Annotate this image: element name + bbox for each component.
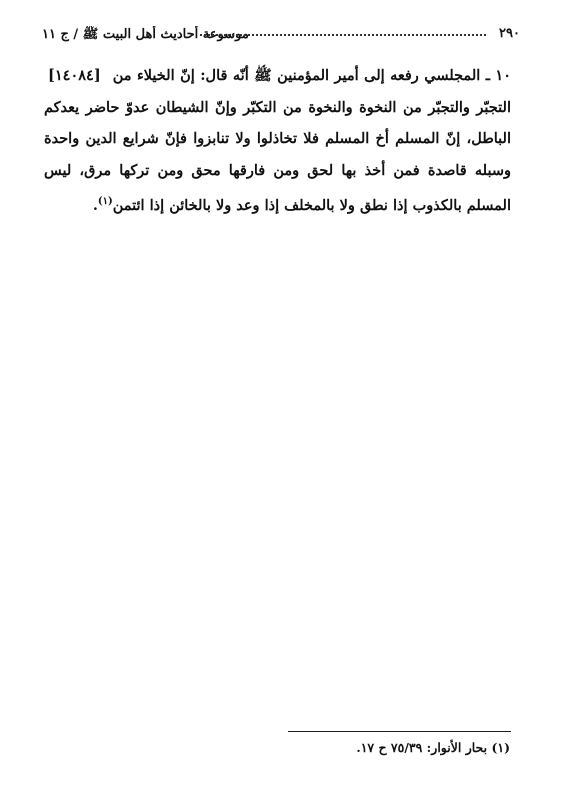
hadith-end-punct: . (92, 197, 98, 214)
footnote: (١) بحار الأنوار: ٧٥/٣٩ ح ١٧. (356, 740, 510, 755)
running-header-title: موسوعة أحاديث أهل البيت ﷺ / ج ١١ (42, 27, 249, 42)
footnote-reference: (١) (97, 196, 113, 207)
running-header (42, 26, 520, 46)
hadith-number: [١٤٠٨٤] (48, 67, 101, 84)
header-dotted-leader (200, 34, 486, 36)
page-number: ٢٩٠ (499, 26, 520, 41)
hadith-paragraph (44, 60, 511, 222)
footnote-separator (288, 731, 511, 732)
hadith-text: ١٠ ـ المجلسي رفعه إلى أمير المؤمنين ﷺ أنّه قال: إنّ الخيلاء من التجبّر والتجبّر من النخوة والنخوة من التكبّر وإنّ الشيطان عدوّ حاضر يعدكم الباطل، إنّ المسلم أخ المسلم فلا تخاذلوا ولا تنابزوا فإنّ شرايع الدين واحدة وسبله قاصدة فمن أخذ بها لحق ومن فارقها محق ومن تركها مرق، ليس المسلم بالكذوب إذا نطق ولا بالمخلف إذا وعد ولا بالخائن إذا ائتمن (44, 67, 511, 214)
